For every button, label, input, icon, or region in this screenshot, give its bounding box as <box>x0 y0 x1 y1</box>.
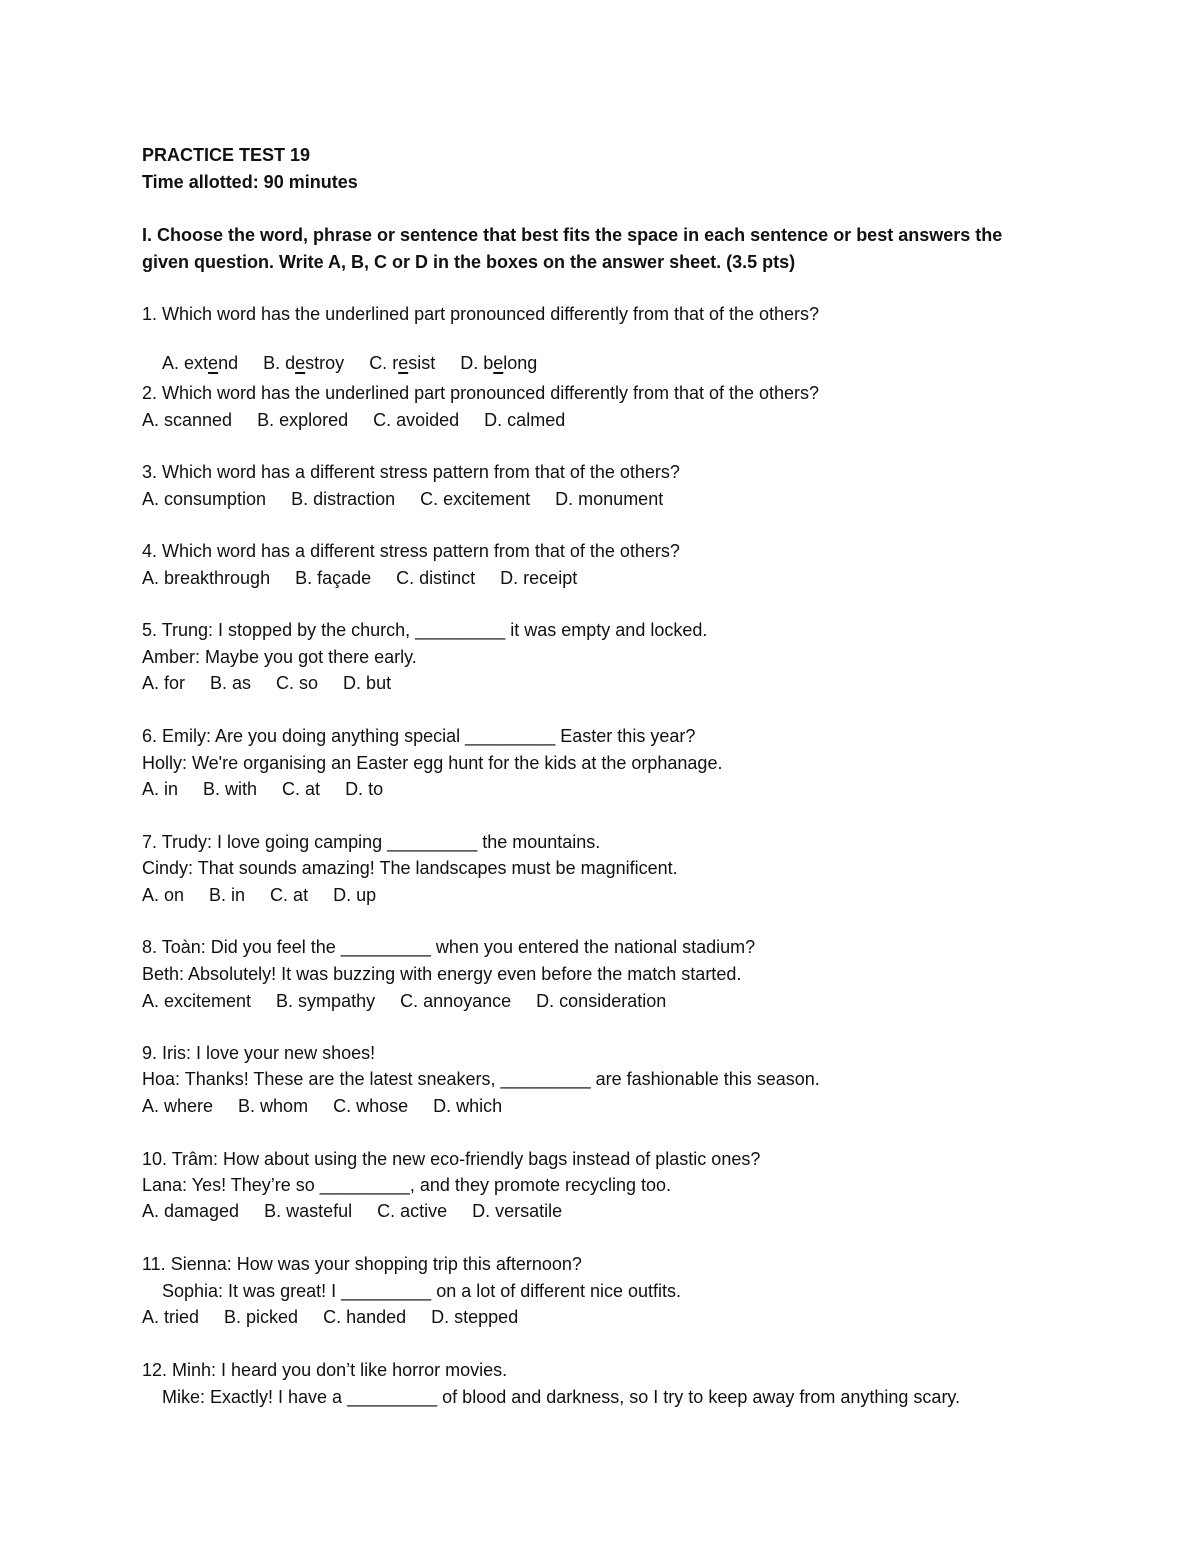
underlined-letter: e <box>493 353 504 373</box>
question-7-options: A. on B. in C. at D. up <box>142 885 377 905</box>
question-9-options: A. where B. whom C. whose D. which <box>142 1096 503 1116</box>
section-instruction-line-1: I. Choose the word, phrase or sentence that best fits the space in each sentence or best answers the <box>142 225 1003 245</box>
question-6-options: A. in B. with C. at D. to <box>142 779 384 799</box>
question-8-line-1: 8. Toàn: Did you feel the _________ when you entered the national stadium? <box>142 937 756 957</box>
option-text: B. d <box>263 353 296 373</box>
question-8-line-2: Beth: Absolutely! It was buzzing with energy even before the match started. <box>142 964 742 984</box>
question-11-line-1: 11. Sienna: How was your shopping trip this afternoon? <box>142 1254 582 1274</box>
option-text: C. r <box>369 353 399 373</box>
question-10-line-2: Lana: Yes! They’re so _________, and they promote recycling too. <box>142 1175 672 1195</box>
question-3-stem: 3. Which word has a different stress pattern from that of the others? <box>142 462 680 482</box>
question-9-line-1: 9. Iris: I love your new shoes! <box>142 1043 376 1063</box>
question-11-line-2: Sophia: It was great! I _________ on a lot of different nice outfits. <box>162 1281 682 1301</box>
question-10-options: A. damaged B. wasteful C. active D. versatile <box>142 1201 563 1221</box>
question-5-line-1: 5. Trung: I stopped by the church, _________ it was empty and locked. <box>142 620 708 640</box>
question-7-line-1: 7. Trudy: I love going camping _________ the mountains. <box>142 832 601 852</box>
underlined-letter: e <box>295 353 306 373</box>
time-allotted: Time allotted: 90 minutes <box>142 172 358 192</box>
question-5-line-2: Amber: Maybe you got there early. <box>142 647 417 667</box>
option-text: stroy <box>305 353 345 373</box>
option-text: sist <box>408 353 436 373</box>
question-2-options: A. scanned B. explored C. avoided D. calmed <box>142 410 566 430</box>
option-c <box>369 352 435 374</box>
question-8-options: A. excitement B. sympathy C. annoyance D. consideration <box>142 991 667 1011</box>
option-text: D. b <box>460 353 494 373</box>
section-instruction-line-2: given question. Write A, B, C or D in the boxes on the answer sheet. (3.5 pts) <box>142 252 796 272</box>
question-12-line-2: Mike: Exactly! I have a _________ of blood and darkness, so I try to keep away from anything scary. <box>162 1387 961 1407</box>
question-6-line-1: 6. Emily: Are you doing anything special _________ Easter this year? <box>142 726 696 746</box>
option-text: long <box>503 353 538 373</box>
question-6-line-2: Holly: We're organising an Easter egg hunt for the kids at the orphanage. <box>142 753 723 773</box>
underlined-letter: e <box>398 353 409 373</box>
question-4-stem: 4. Which word has a different stress pattern from that of the others? <box>142 541 680 561</box>
question-10-line-1: 10. Trâm: How about using the new eco-friendly bags instead of plastic ones? <box>142 1149 761 1169</box>
option-d <box>460 352 537 374</box>
option-a <box>162 352 238 374</box>
underlined-letter: e <box>208 353 219 373</box>
test-title: PRACTICE TEST 19 <box>142 145 311 165</box>
question-9-line-2: Hoa: Thanks! These are the latest sneakers, _________ are fashionable this season. <box>142 1069 820 1089</box>
option-b <box>263 352 344 374</box>
question-3-options: A. consumption B. distraction C. excitement D. monument <box>142 489 664 509</box>
option-text: nd <box>218 353 239 373</box>
option-text: A. ext <box>162 353 209 373</box>
question-2-stem: 2. Which word has the underlined part pronounced differently from that of the others? <box>142 383 820 403</box>
question-5-options: A. for B. as C. so D. but <box>142 673 392 693</box>
question-11-options: A. tried B. picked C. handed D. stepped <box>142 1307 519 1327</box>
question-4-options: A. breakthrough B. façade C. distinct D. receipt <box>142 568 578 588</box>
question-1-stem: 1. Which word has the underlined part pronounced differently from that of the others? <box>142 304 820 324</box>
question-12-line-1: 12. Minh: I heard you don’t like horror movies. <box>142 1360 508 1380</box>
question-7-line-2: Cindy: That sounds amazing! The landscapes must be magnificent. <box>142 858 678 878</box>
